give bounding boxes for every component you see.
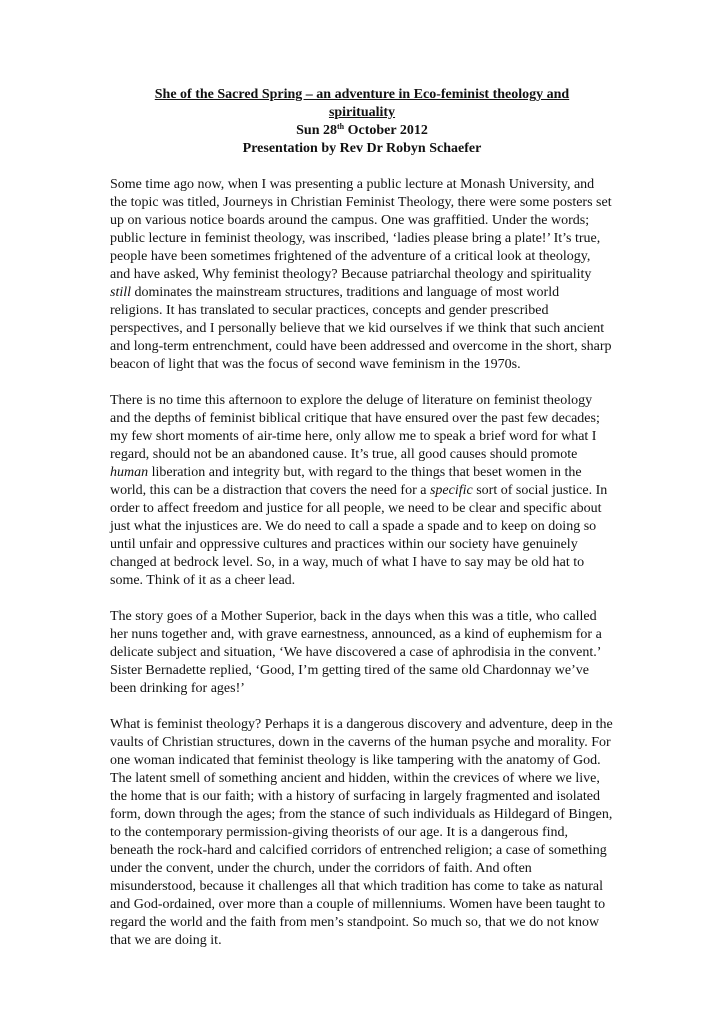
date-month-year: October 2012 [344,123,428,138]
date-ordinal: th [337,122,345,131]
paragraph-1-emphasis: still [110,285,132,300]
paragraph-2-emphasis-human: human [110,465,149,480]
document-title: She of the Sacred Spring – an adventure in Eco-feminist theology and spirituality [154,87,570,120]
paragraph-2-emphasis-specific: specific [429,483,473,498]
paragraph-1-text-b: dominates the mainstream structures, traditions and language of most world religions. It has translated to secular practices, concepts and gender prescribed perspectives, and I personally believe that we kid ourselves if we think that such ancient and long-term entrenchment, could have been addressed and overcome in the short, sharp beacon of light that was the focus of second wave feminism in the 1970s. [110,285,612,372]
paragraph-2-text-a: There is no time this afternoon to explore the deluge of literature on feminist theology and the depths of feminist biblical critique that have ensured over the past few decades; my few short moments of air-time here, only allow me to speak a brief word for what I regard, should not be an abandoned cause. It’s true, all good causes should promote [110,393,600,462]
paragraph-2-text-b: liberation and integrity but, with regard to the things that beset women in the world, this can be a distraction that covers the need for a [110,465,582,498]
paragraph-4: What is feminist theology? Perhaps it is a dangerous discovery and adventure, deep in the vaults of Christian structures, down in the caverns of the human psyche and morality. For one woman indicated that feminist theology is like tampering with the anatomy of God. The latent smell of something ancient and hidden, within the crevices of where we live, the home that is our faith; with a history of surfacing in largely fragmented and isolated form, down through the ages; from the stance of such individuals as Hildegard of Bingen, to the contemporary permission-giving theorists of our age. It is a dangerous find, beneath the rock-hard and calcified corridors of entrenched religion; a case of something under the convent, under the church, under the corridors of faith. And often misunderstood, because it challenges all that which tradition has come to take as natural and God-ordained, over more than a couple of millenniums. Women have been taught to regard the world and the faith from men’s standpoint. So much so, that we do not know that we are doing it. [110,717,613,948]
presenter-line: Presentation by Rev Dr Robyn Schaefer [242,141,482,156]
paragraph-1-text-a: Some time ago now, when I was presenting a public lecture at Monash University, and the topic was titled, Journeys in Christian Feminist Theology, there were some posters set up on various notice boards around the campus. One was graffitied. Under the words; public lecture in feminist theology, was inscribed, ‘ladies please bring a plate!’ It’s true, people have been sometimes frightened of the adventure of a critical look at theology, and have asked, Why feminist theology? Because patriarchal theology and spirituality [110,177,612,282]
document-heading [110,86,614,158]
date-day: Sun 28 [296,123,337,138]
paragraph-3: The story goes of a Mother Superior, back in the days when this was a title, who called her nuns together and, with grave earnestness, announced, as a kind of euphemism for a delicate subject and situation, ‘We have discovered a case of aphrodisia in the convent.’ Sister Bernadette replied, ‘Good, I’m getting tired of the same old Chardonnay we’ve been drinking for ages!’ [110,609,602,696]
paragraph-2 [110,392,614,590]
paragraph-1 [110,176,614,374]
paragraph-2-text-c: sort of social justice. In order to affect freedom and justice for all people, we need to be clear and specific about just what the injustices are. We do need to call a spade a spade and to keep on doing so until unfair and oppressive cultures and practices within our society have genuinely changed at bedrock level. So, in a way, much of what I have to say may be old hat to some. Think of it as a cheer lead. [110,483,608,588]
presentation-date [110,122,614,140]
